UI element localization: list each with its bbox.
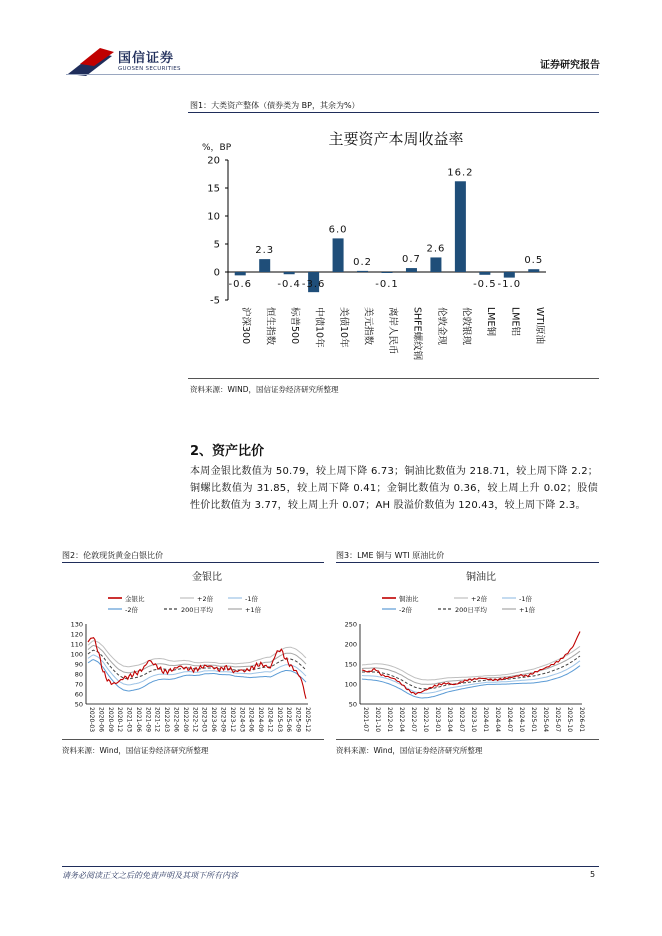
chart1-y-tick-label: 15 xyxy=(207,183,220,195)
band-plus2-line xyxy=(362,646,580,680)
line-chart-title: 金银比 xyxy=(192,572,222,583)
x-tick-label: 2022-10 xyxy=(422,707,429,733)
ratio-line xyxy=(88,638,306,699)
figure1-source: 资料来源：WIND，国信证券经济研究所整理 xyxy=(190,385,339,394)
legend-label: +1倍 xyxy=(245,606,262,614)
y-tick-label: 60 xyxy=(74,690,83,699)
chart1-category-label: LME铝 xyxy=(509,307,521,336)
chart1-data-label: 16.2 xyxy=(447,167,474,179)
legend-label: -1倍 xyxy=(245,595,258,603)
y-tick-label: 250 xyxy=(344,620,357,629)
chart1-bar xyxy=(504,272,515,278)
chart1-bar xyxy=(284,272,295,274)
figure3-caption: 图3：LME 铜与 WTI 原油比价 xyxy=(336,551,445,560)
chart1-bar xyxy=(333,238,344,272)
y-tick-label: 50 xyxy=(348,700,357,709)
x-tick-label: 2024-01 xyxy=(482,707,489,733)
x-tick-label: 2023-12 xyxy=(228,707,236,733)
gold-silver-ratio-chart xyxy=(62,564,324,738)
chart1-category-label: WTI原油 xyxy=(533,307,545,344)
x-tick-label: 2020-03 xyxy=(88,707,95,733)
chart1-bar xyxy=(259,259,270,272)
chart1-category-label: LME铜 xyxy=(484,307,496,336)
figure3-source: 资料来源：Wind，国信证券经济研究所整理 xyxy=(336,746,483,755)
section-title: 2、资产比价 xyxy=(190,444,265,459)
chart1-data-label: 2.6 xyxy=(426,243,446,255)
chart1-data-label: 0.2 xyxy=(353,256,372,268)
legend-label: 金银比 xyxy=(125,595,145,603)
chart1-bar xyxy=(528,269,539,272)
chart1-category-label: 恒生指数 xyxy=(264,307,276,346)
legend-label: 200日平均 xyxy=(455,606,487,614)
x-tick-label: 2023-07 xyxy=(458,707,465,733)
x-tick-label: 2024-07 xyxy=(506,707,513,733)
x-tick-label: 2024-12 xyxy=(266,707,274,733)
figure1-top-rule xyxy=(188,112,599,113)
figure1-bottom-rule xyxy=(188,378,599,379)
legend-label: -1倍 xyxy=(519,595,532,603)
chart1-category-label: 美债10年 xyxy=(338,307,350,348)
line-chart-title: 铜油比 xyxy=(466,572,496,583)
x-tick-label: 2022-04 xyxy=(398,707,405,733)
figure2-source: 资料来源：Wind，国信证券经济研究所整理 xyxy=(62,746,209,755)
y-tick-label: 80 xyxy=(74,670,83,679)
y-tick-label: 130 xyxy=(70,620,83,629)
figure1-caption: 图1：大类资产整体（债券类为 BP，其余为%） xyxy=(190,101,360,110)
x-tick-label: 2022-07 xyxy=(410,707,417,733)
x-tick-label: 2021-06 xyxy=(134,707,142,733)
legend-label: 铜油比 xyxy=(399,595,419,603)
footer-disclaimer: 请务必阅读正文之后的免责声明及其项下所有内容 xyxy=(62,871,238,880)
y-tick-label: 90 xyxy=(74,660,83,669)
chart1-bar xyxy=(381,272,392,273)
chart1-category-label: 标普500 xyxy=(289,307,301,345)
x-tick-label: 2025-09 xyxy=(294,707,302,733)
x-tick-label: 2021-10 xyxy=(374,707,381,733)
y-tick-label: 100 xyxy=(344,680,357,689)
figure3-bottom-rule xyxy=(336,739,599,740)
section-paragraph: 本周金银比数值为 50.79，较上周下降 6.73；铜油比数值为 218.71，较上周下降 2.2；铜螺比数值为 31.85，较上周下降 0.41；金铜比数值为 0.36，较上周上升 0.02；股债性价比数值为 3.77，较上周上升 0.07；AH 股溢价数值为 120.43，较上周下降 2.3。 xyxy=(190,466,598,511)
figure3-top-rule xyxy=(336,562,599,563)
x-tick-label: 2024-06 xyxy=(247,707,255,733)
figure2-caption: 图2：伦敦现货黄金白银比价 xyxy=(62,551,164,560)
x-tick-label: 2023-01 xyxy=(434,707,441,733)
logo-chinese-name: 国信证券 xyxy=(118,51,175,66)
chart1-data-label: -0.6 xyxy=(228,279,252,290)
chart1-category-label: SHFE螺纹钢 xyxy=(411,307,423,361)
x-tick-label: 2025-03 xyxy=(275,707,283,733)
figure2-bottom-rule xyxy=(62,739,324,740)
figure2-top-rule xyxy=(62,562,324,563)
chart1-data-label: 6.0 xyxy=(328,224,348,236)
y-tick-label: 200 xyxy=(344,640,357,649)
chart1-category-label: 离岸人民币 xyxy=(387,307,398,355)
x-tick-label: 2025-04 xyxy=(542,707,549,733)
asset-returns-bar-chart xyxy=(188,116,599,378)
chart1-bar xyxy=(430,257,441,272)
x-tick-label: 2023-06 xyxy=(210,707,218,733)
chart1-y-tick-label: 0 xyxy=(213,267,220,279)
x-tick-label: 2025-12 xyxy=(304,707,311,733)
legend-label: +2倍 xyxy=(471,595,488,603)
chart1-ylabel: %，BP xyxy=(202,143,232,153)
chart1-data-label: -1.0 xyxy=(497,279,522,290)
chart1-bar xyxy=(455,181,466,272)
x-tick-label: 2023-10 xyxy=(470,707,477,733)
legend-label: +2倍 xyxy=(197,595,214,603)
x-tick-label: 2024-03 xyxy=(238,707,246,733)
y-tick-label: 70 xyxy=(74,680,83,689)
chart1-data-label: -0.1 xyxy=(375,279,399,290)
chart1-bar xyxy=(406,268,417,272)
x-tick-label: 2024-09 xyxy=(257,707,265,733)
x-tick-label: 2023-04 xyxy=(446,707,453,733)
legend-label: 200日平均 xyxy=(181,606,213,614)
y-tick-label: 50 xyxy=(74,700,83,709)
x-tick-label: 2021-09 xyxy=(144,707,152,733)
x-tick-label: 2020-06 xyxy=(97,707,105,733)
x-tick-label: 2024-10 xyxy=(518,707,525,733)
legend-label: -2倍 xyxy=(125,606,138,614)
y-tick-label: 110 xyxy=(70,640,83,649)
x-tick-label: 2025-10 xyxy=(566,707,573,733)
x-tick-label: 2026-01 xyxy=(578,707,585,733)
chart1-data-label: 2.3 xyxy=(255,245,275,257)
footer-divider xyxy=(62,866,599,867)
header-divider xyxy=(66,74,599,75)
x-tick-label: 2024-04 xyxy=(494,707,501,733)
copper-oil-ratio-chart xyxy=(336,564,599,738)
x-tick-label: 2021-07 xyxy=(362,707,369,733)
chart1-data-label: 0.5 xyxy=(524,255,544,267)
x-tick-label: 2021-03 xyxy=(125,707,133,733)
x-tick-label: 2025-06 xyxy=(285,707,293,733)
chart1-y-tick-label: -5 xyxy=(210,295,220,307)
x-tick-label: 2023-03 xyxy=(200,707,208,733)
chart1-category-label: 伦敦金现 xyxy=(435,307,447,346)
x-tick-label: 2025-01 xyxy=(530,707,537,733)
logo-english-name: GUOSEN SECURITIES xyxy=(118,66,181,72)
chart1-category-label: 中债10年 xyxy=(313,307,325,348)
x-tick-label: 2022-12 xyxy=(191,707,199,733)
x-tick-label: 2021-12 xyxy=(153,707,161,733)
legend-label: +1倍 xyxy=(519,606,536,614)
x-tick-label: 2025-07 xyxy=(554,707,561,733)
legend-label: -2倍 xyxy=(399,606,412,614)
x-tick-label: 2022-03 xyxy=(163,707,171,733)
chart1-data-label: -0.4 xyxy=(277,279,301,290)
report-type: 证券研究报告 xyxy=(540,60,600,71)
chart1-category-label: 美元指数 xyxy=(362,307,374,346)
chart1-y-tick-label: 5 xyxy=(213,239,220,251)
chart1-y-tick-label: 20 xyxy=(207,155,220,167)
y-tick-label: 100 xyxy=(70,650,83,659)
chart1-data-label: -0.5 xyxy=(473,279,497,290)
chart1-y-tick-label: 10 xyxy=(207,211,220,223)
chart1-category-label: 伦敦银现 xyxy=(460,307,472,346)
chart1-bar xyxy=(357,271,368,272)
chart1-category-label: 沪深300 xyxy=(240,307,252,345)
y-tick-label: 150 xyxy=(344,660,357,669)
x-tick-label: 2022-06 xyxy=(172,707,180,733)
x-tick-label: 2020-12 xyxy=(116,707,124,733)
y-tick-label: 120 xyxy=(70,630,83,639)
x-tick-label: 2023-09 xyxy=(219,707,227,733)
chart1-data-label: 0.7 xyxy=(402,254,421,266)
x-tick-label: 2020-09 xyxy=(106,707,114,733)
chart1-bar xyxy=(479,272,490,275)
band-plus2-line xyxy=(88,641,306,667)
x-tick-label: 2022-09 xyxy=(181,707,189,733)
chart1-data-label: -3.6 xyxy=(301,279,326,290)
chart1-title: 主要资产本周收益率 xyxy=(328,130,464,148)
x-tick-label: 2022-01 xyxy=(386,707,393,733)
page-number: 5 xyxy=(590,870,596,879)
chart1-bar xyxy=(235,272,246,275)
